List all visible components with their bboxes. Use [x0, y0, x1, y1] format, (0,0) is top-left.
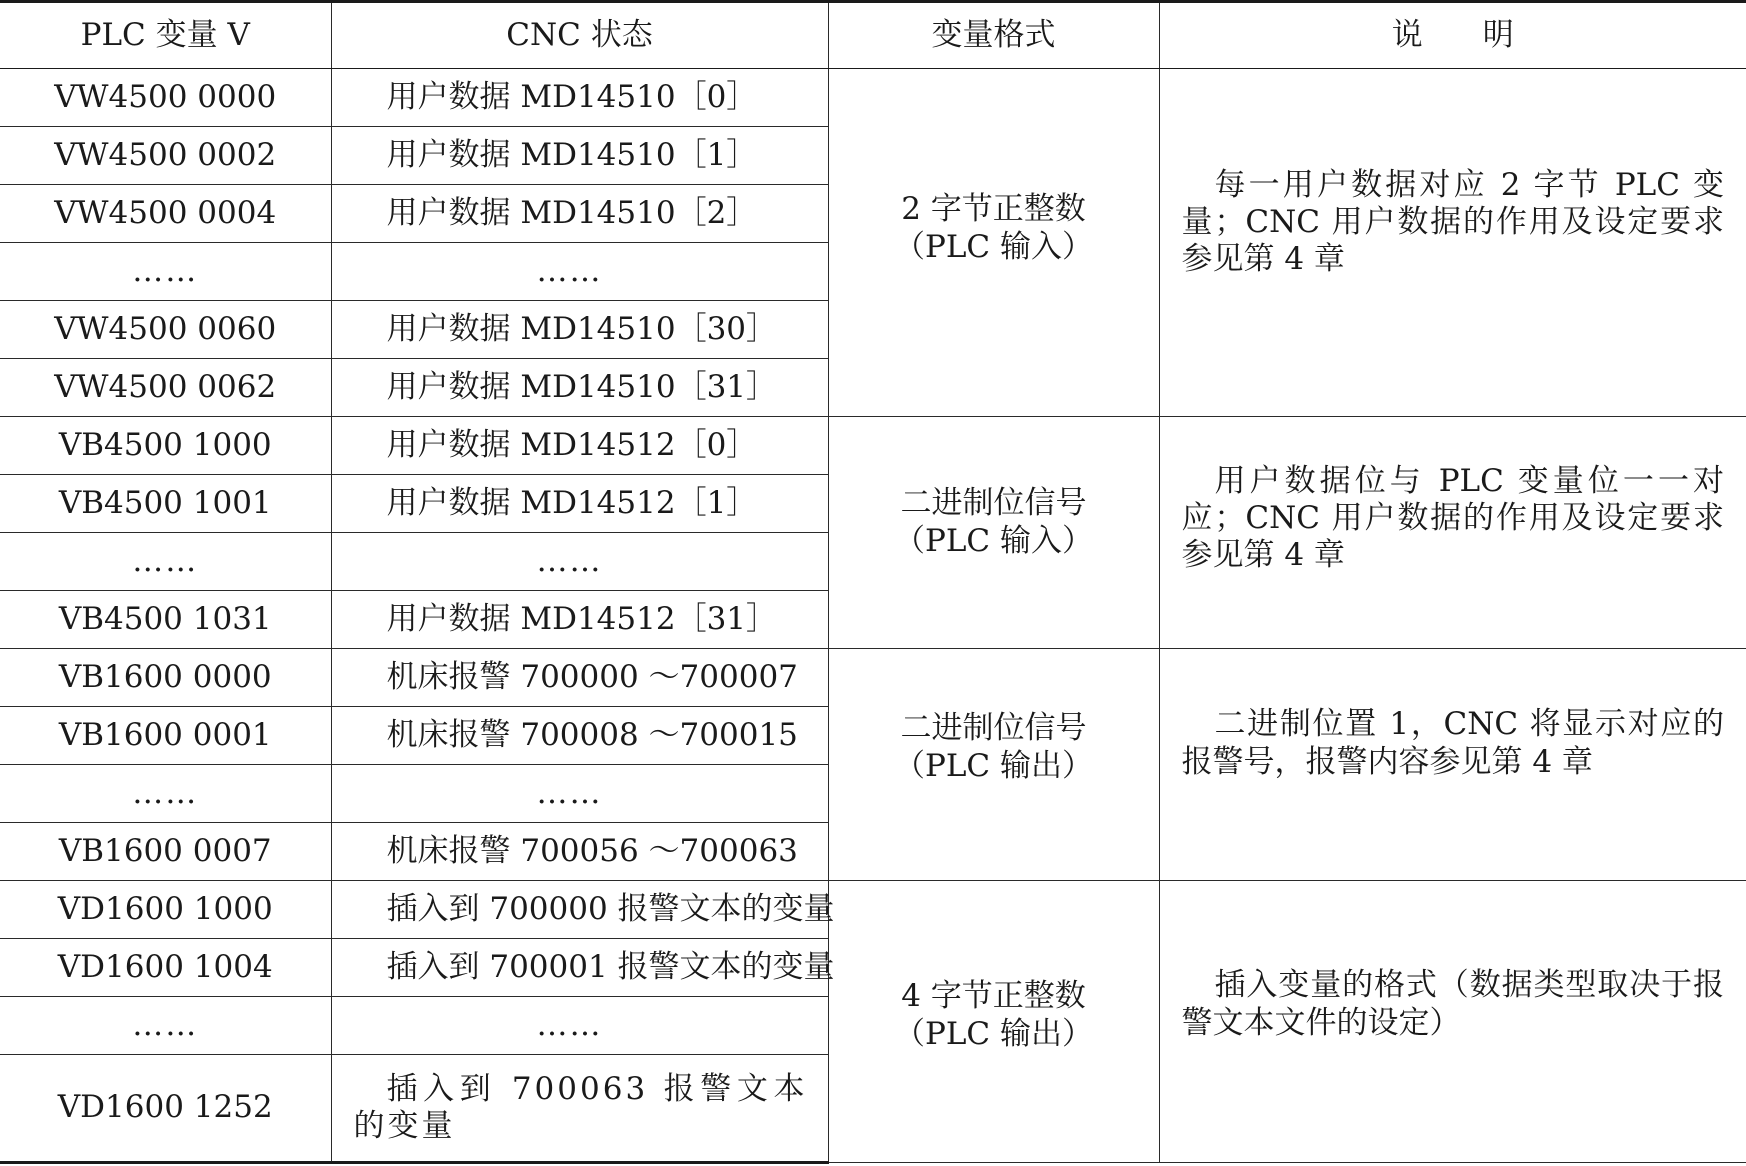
- plc-var-cell: VB4500 1000: [0, 417, 331, 475]
- cnc-state-cell: 机床报警 700000 ～700007: [331, 649, 828, 707]
- plc-var-cell: VW4500 0004: [0, 185, 331, 243]
- plc-var-cell: VW4500 0002: [0, 127, 331, 185]
- cnc-state-cell: 用户数据 MD14510［2］: [331, 185, 828, 243]
- format-cell: [828, 69, 1159, 417]
- cnc-state-cell: 用户数据 MD14510［30］: [331, 301, 828, 359]
- plc-var-cell: VW4500 0062: [0, 359, 331, 417]
- table-row: [0, 417, 1746, 475]
- format-cell: [828, 881, 1159, 1163]
- table-row: [0, 649, 1746, 707]
- format-line-2: （PLC 输入）: [893, 522, 1094, 559]
- cnc-state-cell: 用户数据 MD14512［31］: [331, 591, 828, 649]
- table-row: [0, 69, 1746, 127]
- description-cell: 二进制位置 1，CNC 将显示对应的报警号，报警内容参见第 4 章: [1159, 649, 1746, 881]
- format-cell: [828, 649, 1159, 881]
- table-row: [0, 881, 1746, 939]
- plc-var-cell: VB1600 0007: [0, 823, 331, 881]
- header-description: [1159, 2, 1746, 69]
- cnc-state-cell: 用户数据 MD14512［0］: [331, 417, 828, 475]
- cnc-state-cell: 机床报警 700056 ～700063: [331, 823, 828, 881]
- plc-var-cell: VB1600 0001: [0, 707, 331, 765]
- format-line-1: 2 字节正整数: [901, 191, 1086, 228]
- plc-var-cell: ……: [0, 997, 331, 1055]
- cnc-state-cell: 用户数据 MD14510［1］: [331, 127, 828, 185]
- cnc-state-cell: 机床报警 700008 ～700015: [331, 707, 828, 765]
- format-cell: [828, 417, 1159, 649]
- cnc-state-cell: 插入到 700000 报警文本的变量: [331, 881, 828, 939]
- format-line-2: （PLC 输入）: [893, 228, 1094, 265]
- cnc-state-cell: ……: [331, 533, 828, 591]
- cnc-state-cell: 用户数据 MD14510［0］: [331, 69, 828, 127]
- plc-var-cell: VD1600 1000: [0, 881, 331, 939]
- plc-var-cell: VD1600 1252: [0, 1055, 331, 1163]
- cnc-state-cell: ……: [331, 765, 828, 823]
- cnc-state-cell: 用户数据 MD14512［1］: [331, 475, 828, 533]
- header-description-b: 明: [1482, 16, 1514, 53]
- plc-var-cell: ……: [0, 765, 331, 823]
- plc-var-cell: VW4500 0060: [0, 301, 331, 359]
- plc-var-cell: VD1600 1004: [0, 939, 331, 997]
- plc-var-cell: VB4500 1031: [0, 591, 331, 649]
- header-format: 变量格式: [828, 2, 1159, 69]
- plc-var-cell: ……: [0, 243, 331, 301]
- description-cell: 用户数据位与 PLC 变量位一一对应；CNC 用户数据的作用及设定要求参见第 4 章: [1159, 417, 1746, 649]
- plc-var-cell: VW4500 0000: [0, 69, 331, 127]
- cnc-state-cell: ……: [331, 243, 828, 301]
- format-line-1: 4 字节正整数: [901, 978, 1086, 1015]
- description-cell: 每一用户数据对应 2 字节 PLC 变量；CNC 用户数据的作用及设定要求参见第 4 章: [1159, 69, 1746, 417]
- cnc-state-cell: 用户数据 MD14510［31］: [331, 359, 828, 417]
- format-line-1: 二进制位信号: [900, 485, 1087, 522]
- plc-var-cell: ……: [0, 533, 331, 591]
- plc-var-cell: VB4500 1001: [0, 475, 331, 533]
- cnc-state-cell: ……: [331, 997, 828, 1055]
- format-line-1: 二进制位信号: [900, 710, 1087, 747]
- header-plc-var: PLC 变量 V: [0, 2, 331, 69]
- format-line-2: （PLC 输出）: [893, 747, 1094, 784]
- cnc-state-cell: 插入到 700001 报警文本的变量: [331, 939, 828, 997]
- header-row: [0, 2, 1746, 69]
- header-cnc-state: CNC 状态: [331, 2, 828, 69]
- plc-var-cell: VB1600 0000: [0, 649, 331, 707]
- format-line-2: （PLC 输出）: [893, 1015, 1094, 1052]
- header-description-a: 说: [1391, 16, 1423, 53]
- description-cell: 插入变量的格式（数据类型取决于报警文本文件的设定）: [1159, 881, 1746, 1163]
- cnc-state-cell: 插入到 700063 报警文本的变量: [331, 1055, 828, 1163]
